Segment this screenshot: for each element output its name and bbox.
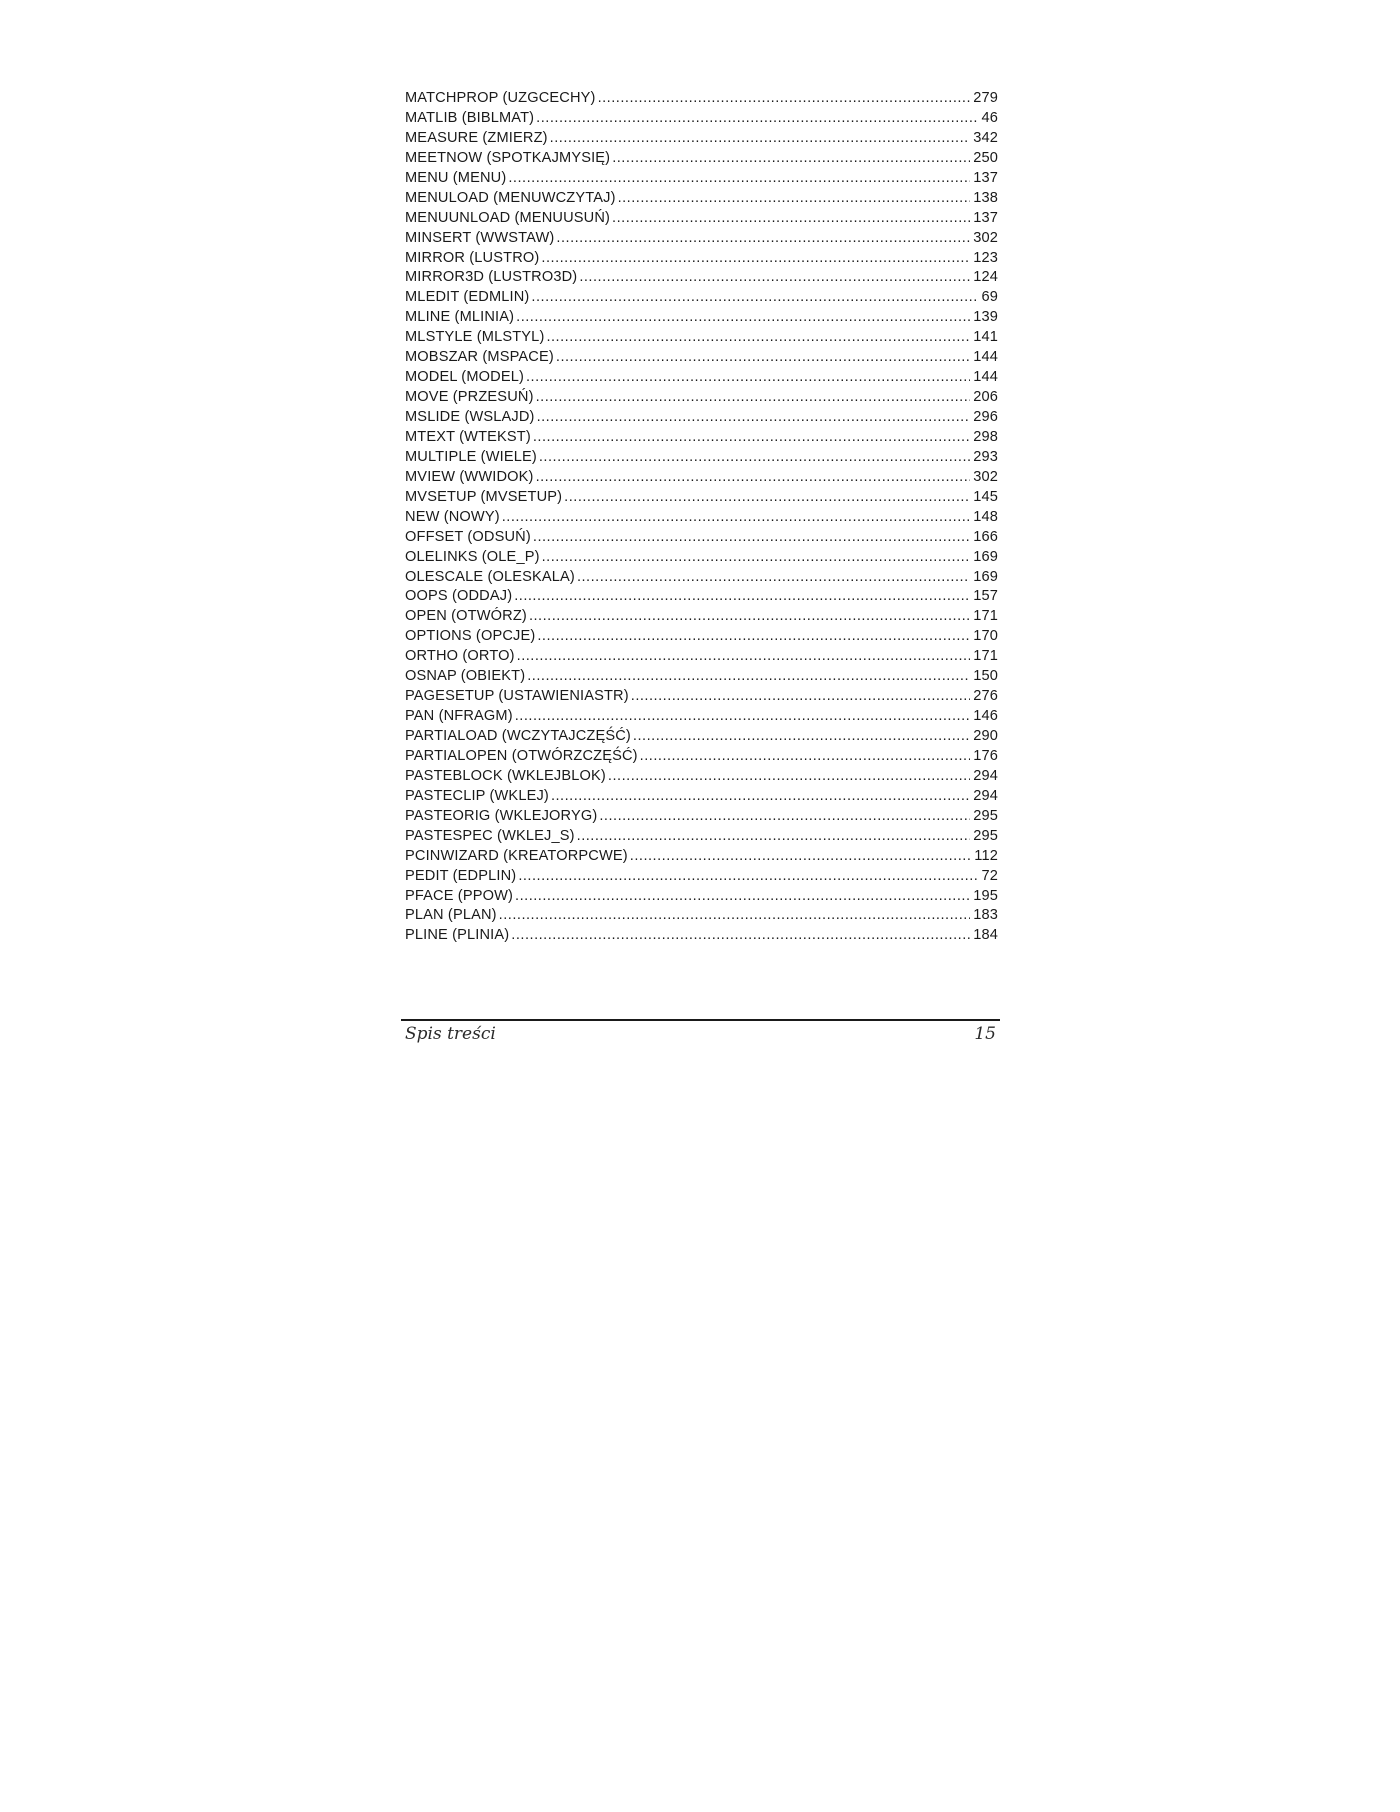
toc-entry-name: OOPS (ODDAJ) <box>405 588 513 605</box>
toc-entry-page: 148 <box>973 508 998 525</box>
toc-entry <box>405 368 998 388</box>
toc-entry <box>405 607 998 627</box>
toc-entry-name: MTEXT (WTEKST) <box>405 428 531 445</box>
footer-section-title: Spis treści <box>405 1024 496 1044</box>
toc-entry-page: 145 <box>973 488 998 505</box>
toc-entry-name: MLEDIT (EDMLIN) <box>405 289 530 306</box>
toc-entry <box>405 388 998 408</box>
toc-entry-name: MENU (MENU) <box>405 169 507 186</box>
toc-entry-name: OPEN (OTWÓRZ) <box>405 608 527 625</box>
toc-entry-name: PEDIT (EDPLIN) <box>405 867 517 884</box>
toc-dot-leader <box>618 189 971 209</box>
toc-dot-leader <box>612 209 970 229</box>
toc-entry <box>405 288 998 308</box>
toc-entry <box>405 249 998 269</box>
toc-entry-name: OSNAP (OBIEKT) <box>405 668 526 685</box>
toc-entry <box>405 209 998 229</box>
toc-entry-name: PASTEORIG (WKLEJORYG) <box>405 807 598 824</box>
toc-dot-leader <box>536 388 971 408</box>
toc-entry-page: 166 <box>973 528 998 545</box>
toc-dot-leader <box>640 747 971 767</box>
toc-entry-page: 169 <box>973 548 998 565</box>
toc-dot-leader <box>533 528 970 548</box>
toc-entry <box>405 647 998 667</box>
toc-entry-name: OLESCALE (OLESKALA) <box>405 568 575 585</box>
toc-entry <box>405 627 998 647</box>
toc-entry <box>405 488 998 508</box>
toc-entry-name: PCINWIZARD (KREATORPCWE) <box>405 847 628 864</box>
toc-dot-leader <box>608 767 970 787</box>
toc-entry-page: 302 <box>973 468 998 485</box>
toc-entry-name: PARTIALOAD (WCZYTAJCZĘŚĆ) <box>405 728 631 744</box>
toc-dot-leader <box>515 887 970 907</box>
toc-entry-page: 170 <box>973 628 998 645</box>
toc-dot-leader <box>546 328 970 348</box>
toc-entry-name: PLAN (PLAN) <box>405 907 497 924</box>
toc-entry-name: MOVE (PRZESUŃ) <box>405 389 534 406</box>
toc-entry-name: MOBSZAR (MSPACE) <box>405 349 554 366</box>
toc-entry <box>405 847 998 867</box>
toc-entry-page: 144 <box>973 349 998 366</box>
toc-entry-page: 112 <box>974 847 998 864</box>
toc-entry-name: PFACE (PPOW) <box>405 887 514 904</box>
toc-entry-page: 342 <box>973 129 998 146</box>
toc-entry <box>405 428 998 448</box>
toc-entry-name: MENUUNLOAD (MENUUSUŃ) <box>405 209 611 226</box>
toc-entry-page: 296 <box>973 409 998 425</box>
toc-dot-leader <box>564 488 970 508</box>
toc-dot-leader <box>537 408 971 428</box>
toc-entry-name: MENULOAD (MENUWCZYTAJ) <box>405 189 616 206</box>
page-footer <box>405 1024 996 1044</box>
toc-entry-page: 290 <box>973 728 998 744</box>
toc-entry <box>405 348 998 368</box>
toc-entry-name: ORTHO (ORTO) <box>405 648 515 665</box>
toc-entry <box>405 129 998 149</box>
toc-entry <box>405 926 998 946</box>
toc-dot-leader <box>515 707 970 727</box>
toc-entry-page: 171 <box>973 608 998 625</box>
toc-entry-name: OLELINKS (OLE_P) <box>405 548 540 565</box>
toc-entry <box>405 448 998 468</box>
toc-entry-page: 276 <box>973 688 998 705</box>
toc-dot-leader <box>531 288 978 308</box>
toc-dot-leader <box>526 368 970 388</box>
toc-entry <box>405 827 998 847</box>
toc-dot-leader <box>511 926 970 946</box>
toc-entry <box>405 767 998 787</box>
toc-entry-name: PASTESPEC (WKLEJ_S) <box>405 827 575 844</box>
toc-entry-name: PAN (NFRAGM) <box>405 708 513 725</box>
toc-entry-page: 294 <box>973 787 998 804</box>
toc-dot-leader <box>612 149 970 169</box>
toc-dot-leader <box>579 268 970 288</box>
toc-entry <box>405 707 998 727</box>
toc-entry <box>405 867 998 887</box>
toc-entry <box>405 807 998 827</box>
toc-entry-page: 302 <box>973 229 998 246</box>
toc-entry-name: MINSERT (WWSTAW) <box>405 229 555 246</box>
toc-entry-page: 294 <box>973 767 998 784</box>
toc-entry-page: 298 <box>973 428 998 445</box>
toc-entry-page: 293 <box>973 448 998 465</box>
toc-entry-name: MLINE (MLINIA) <box>405 309 515 326</box>
toc-dot-leader <box>577 827 971 847</box>
toc-entry-page: 183 <box>973 907 998 924</box>
toc-entry-name: MATCHPROP (UZGCECHY) <box>405 90 596 106</box>
toc-entry <box>405 268 998 288</box>
toc-dot-leader <box>517 647 971 667</box>
toc-entry-name: MSLIDE (WSLAJD) <box>405 409 535 425</box>
toc-entry-name: MIRROR3D (LUSTRO3D) <box>405 269 578 286</box>
toc-dot-leader <box>551 787 970 807</box>
toc-dot-leader <box>539 448 970 468</box>
footer-rule <box>401 1019 1000 1021</box>
toc-entry <box>405 568 998 588</box>
toc-entry-page: 139 <box>973 309 998 326</box>
toc-entry-page: 279 <box>973 90 998 106</box>
toc-entry <box>405 906 998 926</box>
toc-dot-leader <box>556 348 970 368</box>
toc-entry-name: MEETNOW (SPOTKAJMYSIĘ) <box>405 149 611 166</box>
toc-entry-name: MIRROR (LUSTRO) <box>405 249 540 266</box>
toc-entry-name: MATLIB (BIBLMAT) <box>405 109 535 126</box>
toc-dot-leader <box>633 727 970 747</box>
toc-dot-leader <box>542 548 971 568</box>
toc-entry-page: 171 <box>973 648 998 665</box>
toc-entry-page: 69 <box>981 289 998 306</box>
toc-entry-page: 206 <box>973 389 998 406</box>
table-of-contents <box>405 89 998 946</box>
toc-entry <box>405 587 998 607</box>
footer-page-number: 15 <box>974 1024 996 1044</box>
toc-dot-leader <box>536 109 978 129</box>
toc-entry <box>405 508 998 528</box>
toc-entry-page: 46 <box>981 109 998 126</box>
toc-entry <box>405 89 998 109</box>
toc-entry <box>405 109 998 129</box>
toc-entry-page: 144 <box>973 369 998 386</box>
toc-entry-name: MULTIPLE (WIELE) <box>405 448 537 465</box>
toc-entry <box>405 528 998 548</box>
toc-entry <box>405 408 998 428</box>
toc-entry <box>405 887 998 907</box>
toc-entry-page: 146 <box>973 708 998 725</box>
toc-dot-leader <box>514 587 970 607</box>
toc-dot-leader <box>631 687 970 707</box>
toc-entry-name: MODEL (MODEL) <box>405 369 524 386</box>
toc-dot-leader <box>527 667 970 687</box>
toc-entry-name: MEASURE (ZMIERZ) <box>405 129 548 146</box>
toc-entry-name: MVSETUP (MVSETUP) <box>405 488 563 505</box>
toc-entry-page: 150 <box>973 668 998 685</box>
toc-entry-page: 141 <box>973 329 998 346</box>
toc-entry-page: 72 <box>981 867 998 884</box>
toc-dot-leader <box>630 847 972 867</box>
toc-dot-leader <box>537 627 970 647</box>
toc-entry <box>405 189 998 209</box>
toc-entry-page: 157 <box>973 588 998 605</box>
toc-entry <box>405 169 998 189</box>
toc-entry <box>405 747 998 767</box>
toc-entry-page: 138 <box>973 189 998 206</box>
toc-entry-name: MVIEW (WWIDOK) <box>405 468 534 485</box>
toc-entry <box>405 308 998 328</box>
toc-dot-leader <box>598 89 971 109</box>
toc-entry-name: PASTECLIP (WKLEJ) <box>405 787 549 804</box>
toc-entry-page: 169 <box>973 568 998 585</box>
toc-dot-leader <box>516 308 970 328</box>
toc-entry <box>405 787 998 807</box>
toc-entry-page: 137 <box>973 169 998 186</box>
toc-entry <box>405 468 998 488</box>
toc-entry-page: 137 <box>973 209 998 226</box>
toc-dot-leader <box>599 807 970 827</box>
toc-dot-leader <box>550 129 971 149</box>
toc-entry <box>405 687 998 707</box>
toc-dot-leader <box>502 508 970 528</box>
toc-entry <box>405 727 998 747</box>
toc-dot-leader <box>577 568 970 588</box>
toc-entry <box>405 149 998 169</box>
toc-entry-name: PASTEBLOCK (WKLEJBLOK) <box>405 767 606 784</box>
toc-entry-name: PLINE (PLINIA) <box>405 927 510 944</box>
toc-dot-leader <box>536 468 971 488</box>
toc-entry-name: NEW (NOWY) <box>405 508 500 525</box>
toc-entry-page: 295 <box>973 827 998 844</box>
toc-entry-page: 123 <box>973 249 998 266</box>
toc-entry <box>405 667 998 687</box>
toc-dot-leader <box>518 867 978 887</box>
toc-dot-leader <box>541 249 970 269</box>
toc-dot-leader <box>499 906 971 926</box>
toc-entry-name: PAGESETUP (USTAWIENIASTR) <box>405 688 629 705</box>
toc-entry-page: 124 <box>973 269 998 286</box>
toc-entry-name: MLSTYLE (MLSTYL) <box>405 329 545 346</box>
toc-dot-leader <box>508 169 970 189</box>
toc-dot-leader <box>533 428 970 448</box>
toc-entry-page: 176 <box>973 747 998 764</box>
toc-entry-name: PARTIALOPEN (OTWÓRZCZĘŚĆ) <box>405 747 638 764</box>
toc-dot-leader <box>529 607 970 627</box>
toc-entry-page: 250 <box>973 149 998 166</box>
toc-entry-page: 184 <box>973 927 998 944</box>
toc-entry <box>405 328 998 348</box>
toc-entry-name: OFFSET (ODSUŃ) <box>405 528 531 545</box>
toc-dot-leader <box>556 229 970 249</box>
toc-entry-page: 295 <box>973 807 998 824</box>
toc-entry-name: OPTIONS (OPCJE) <box>405 628 536 645</box>
toc-entry-page: 195 <box>973 887 998 904</box>
toc-entry <box>405 548 998 568</box>
toc-entry <box>405 229 998 249</box>
